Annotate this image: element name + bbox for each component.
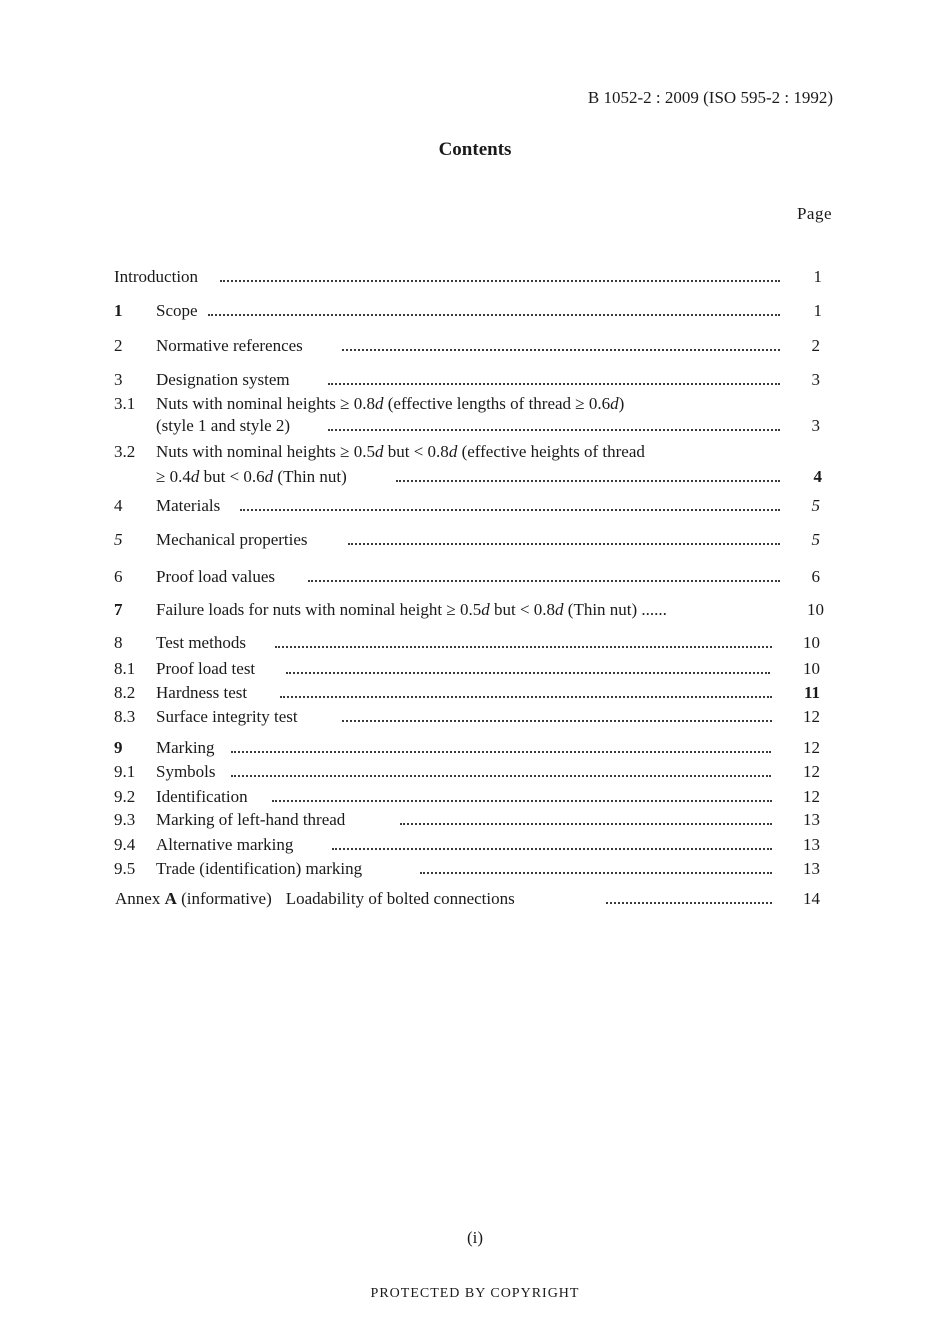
- copyright-notice: PROTECTED BY COPYRIGHT: [370, 1286, 580, 1301]
- page-column-heading: Page: [796, 204, 832, 223]
- toc-entry-annex-a[interactable]: [0, 887, 950, 911]
- toc-entry-page: 12: [803, 787, 820, 806]
- toc-entry-text: Normative references: [156, 336, 303, 355]
- toc-entry-number: 5: [114, 530, 123, 549]
- dot-leader: [272, 800, 772, 802]
- toc-entry-3-1-line-1[interactable]: [0, 392, 950, 416]
- toc-entry-identification[interactable]: [0, 785, 950, 809]
- toc-entry-page: 2: [811, 336, 820, 355]
- toc-entry-text: Identification: [156, 787, 248, 806]
- toc-entry-page: 4: [813, 467, 822, 486]
- toc-entry-test-methods[interactable]: [0, 631, 950, 655]
- toc-entry-3-2-line-2[interactable]: [0, 465, 950, 489]
- toc-entry-page: 13: [803, 859, 820, 878]
- toc-entry-text: Introduction: [114, 267, 199, 286]
- dot-leader: [231, 751, 771, 753]
- toc-entry-text-continued: (style 1 and style 2): [156, 416, 291, 435]
- toc-entry-failure-loads[interactable]: [0, 598, 950, 622]
- dot-leader: [208, 314, 780, 316]
- toc-entry-page: 3: [811, 416, 820, 435]
- toc-entry-page: 10: [807, 600, 824, 619]
- toc-entry-page: 6: [811, 567, 820, 586]
- toc-entry-number: 3: [114, 370, 123, 389]
- toc-entry-text: Annex A (informative) Loadability of bolted connections: [115, 889, 515, 908]
- toc-entry-text: Designation system: [156, 370, 290, 389]
- toc-entry-number: 7: [114, 600, 123, 619]
- dot-leader: [348, 543, 780, 545]
- toc-entry-page: 3: [811, 370, 820, 389]
- toc-entry-materials[interactable]: [0, 494, 950, 518]
- toc-entry-introduction[interactable]: [0, 265, 950, 289]
- toc-entry-mechanical-properties[interactable]: [0, 528, 950, 552]
- toc-entry-designation-system[interactable]: [0, 368, 950, 392]
- toc-entry-number: 9.1: [114, 762, 136, 781]
- toc-entry-page: 13: [803, 835, 820, 854]
- toc-entry-surface-integrity-test[interactable]: [0, 705, 950, 729]
- dot-leader: [286, 672, 770, 674]
- toc-entry-number: 8.3: [114, 707, 136, 726]
- toc-entry-trade-marking[interactable]: [0, 857, 950, 881]
- toc-entry-text: Surface integrity test: [156, 707, 298, 726]
- toc-entry-number: 6: [114, 567, 123, 586]
- toc-entry-page: 10: [803, 633, 820, 652]
- toc-entry-normative-references[interactable]: [0, 334, 950, 358]
- page-number-footer: (i): [466, 1228, 484, 1247]
- dot-leader: [308, 580, 780, 582]
- document-identifier: B 1052-2 : 2009 (ISO 595-2 : 1992): [587, 88, 833, 107]
- toc-entry-text: Symbols: [156, 762, 216, 781]
- dot-leader: [420, 872, 772, 874]
- toc-entry-text: Failure loads for nuts with nominal height ≥ 0.5d but < 0.8d (Thin nut) ......: [156, 600, 667, 619]
- toc-entry-number: 2: [114, 336, 123, 355]
- toc-entry-text: Marking: [156, 738, 215, 757]
- toc-entry-text: Nuts with nominal heights ≥ 0.5d but < 0.8d (effective heights of thread: [156, 442, 645, 461]
- toc-entry-page: 1: [813, 267, 822, 286]
- toc-entry-number: 8.1: [114, 659, 136, 678]
- toc-entry-page: 11: [803, 683, 820, 702]
- toc-entry-marking[interactable]: [0, 736, 950, 760]
- toc-entry-page: 13: [803, 810, 820, 829]
- toc-entry-proof-load-values[interactable]: [0, 565, 950, 589]
- toc-entry-scope[interactable]: [0, 299, 950, 323]
- dot-leader: [240, 509, 780, 511]
- toc-entry-text: Alternative marking: [156, 835, 294, 854]
- dot-leader: [332, 848, 772, 850]
- toc-entry-page: 12: [803, 738, 820, 757]
- dot-leader: [400, 823, 772, 825]
- toc-entry-number: 9.3: [114, 810, 136, 829]
- toc-entry-text: Hardness test: [156, 683, 248, 702]
- toc-entry-left-hand-thread[interactable]: [0, 808, 950, 832]
- dot-leader: [328, 383, 780, 385]
- dot-leader: [342, 720, 772, 722]
- toc-entry-text: Mechanical properties: [156, 530, 308, 549]
- dot-leader: [342, 349, 780, 351]
- toc-entry-3-1-line-2[interactable]: [0, 414, 950, 438]
- toc-entry-page: 12: [803, 762, 820, 781]
- toc-entry-text: Scope: [156, 301, 198, 320]
- toc-entry-page: 5: [811, 530, 820, 549]
- dot-leader: [396, 480, 780, 482]
- toc-entry-text: Proof load test: [156, 659, 256, 678]
- toc-entry-number: 8: [114, 633, 123, 652]
- toc-entry-page: 12: [803, 707, 820, 726]
- toc-entry-text: Nuts with nominal heights ≥ 0.8d (effective lengths of thread ≥ 0.6d): [156, 394, 625, 413]
- toc-entry-text: Test methods: [156, 633, 246, 652]
- toc-entry-number: 9: [114, 738, 123, 757]
- page-title: Contents: [438, 139, 512, 160]
- toc-entry-text-continued: ≥ 0.4d but < 0.6d (Thin nut): [156, 467, 347, 486]
- toc-entry-number: 3.2: [114, 442, 136, 461]
- toc-entry-number: 9.4: [114, 835, 136, 854]
- toc-entry-proof-load-test[interactable]: [0, 657, 950, 681]
- toc-entry-number: 8.2: [114, 683, 136, 702]
- dot-leader: [231, 775, 771, 777]
- toc-entry-text: Materials: [156, 496, 221, 515]
- toc-entry-page: 5: [811, 496, 820, 515]
- dot-leader: [275, 646, 772, 648]
- toc-entry-hardness-test[interactable]: [0, 681, 950, 705]
- toc-entry-page: 14: [803, 889, 820, 908]
- toc-entry-number: 3.1: [114, 394, 136, 413]
- toc-entry-number: 1: [114, 301, 123, 320]
- toc-entry-number: 9.5: [114, 859, 136, 878]
- dot-leader: [328, 429, 780, 431]
- dot-leader: [280, 696, 772, 698]
- dot-leader: [606, 902, 772, 904]
- toc-entry-3-2-line-1[interactable]: [0, 440, 950, 464]
- dot-leader: [220, 280, 780, 282]
- toc-entry-text: Trade (identification) marking: [156, 859, 363, 878]
- toc-entry-text: Proof load values: [156, 567, 275, 586]
- toc-entry-page: 10: [803, 659, 820, 678]
- toc-entry-number: 4: [114, 496, 123, 515]
- toc-entry-alternative-marking[interactable]: [0, 833, 950, 857]
- toc-entry-symbols[interactable]: [0, 760, 950, 784]
- toc-entry-text: Marking of left-hand thread: [156, 810, 346, 829]
- toc-entry-page: 1: [813, 301, 822, 320]
- toc-entry-number: 9.2: [114, 787, 136, 806]
